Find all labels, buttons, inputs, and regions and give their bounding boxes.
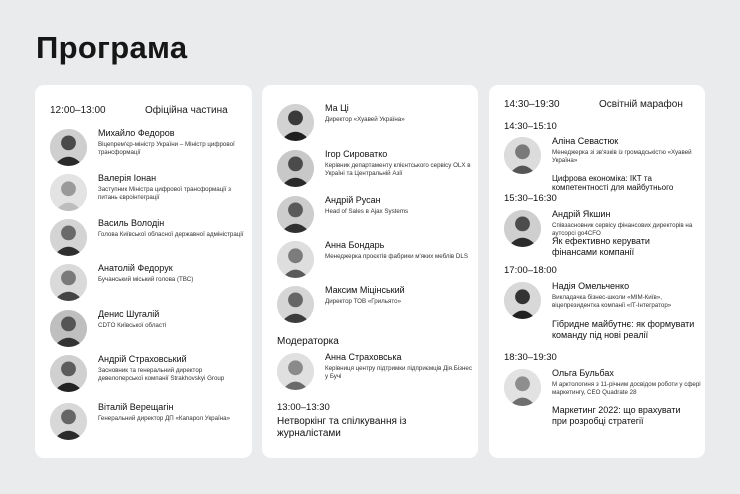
speaker-photo	[504, 282, 541, 319]
speaker-card	[504, 281, 700, 321]
speaker-name: Михайло Федоров	[98, 128, 175, 138]
speaker-name: Віталій Верещагін	[98, 402, 174, 412]
section-time: 14:30–19:30	[504, 99, 560, 110]
speaker-role: Менеджерка проєктів фабрики м'яких меблів DLS	[325, 253, 468, 260]
speaker-card	[50, 128, 246, 168]
speaker-role: Менеджерка зі зв'язків із громадськістю «Хуавей Україна»	[552, 149, 692, 164]
speaker-photo	[277, 286, 314, 323]
moderator-name: Анна Страховська	[325, 352, 402, 362]
moderator-card	[277, 352, 473, 392]
speaker-role: Директор ТОВ «Грильято»	[325, 298, 402, 305]
speaker-photo	[277, 104, 314, 141]
speaker-name: Андрій Якшин	[552, 209, 611, 219]
speaker-photo	[50, 219, 87, 256]
speaker-role: Голова Київської обласної державної адміністрації	[98, 231, 244, 238]
speaker-name: Андрій Русан	[325, 195, 381, 205]
moderator-role: Керівниця центру підтримки підприємців Дія.Бізнес у Бучі	[325, 365, 472, 380]
speaker-photo	[50, 310, 87, 347]
talk-topic: Маркетинг 2022: що врахувати при розробці стратегії	[552, 405, 681, 426]
speaker-role: Засновник та генеральний директор девелоперської компанії Strakhovskyi Group	[98, 367, 225, 382]
speaker-name: Максим Міцінський	[325, 285, 405, 295]
speaker-name: Надія Омельченко	[552, 281, 630, 291]
speaker-role: Бучанський міський голова (ТВС)	[98, 276, 194, 283]
speaker-card	[50, 402, 246, 442]
slot-time: 15:30–16:30	[504, 193, 557, 204]
speaker-name: Аліна Севастюк	[552, 136, 619, 146]
networking-text: Нетворкінг та спілкування із журналістами	[277, 416, 407, 439]
speaker-photo	[50, 403, 87, 440]
speaker-photo	[50, 129, 87, 166]
slot-time: 14:30–15:10	[504, 121, 557, 132]
speaker-role: Заступник Міністра цифрової трансформації з питань євроінтеграції	[98, 186, 231, 201]
education-marathon-card	[489, 85, 705, 458]
speaker-role: М арктологиня з 11-річним досвідом роботи у сфері маркетингу, CEO Quadrate 28	[552, 381, 701, 396]
moderator-photo	[277, 353, 314, 390]
speaker-photo	[504, 210, 541, 247]
talk-topic: Як ефективно керувати фінансами компанії	[552, 236, 650, 257]
speaker-card	[277, 149, 473, 189]
moderator-heading: Модераторка	[277, 336, 339, 347]
speaker-photo	[504, 137, 541, 174]
speaker-card	[277, 240, 473, 280]
speaker-role: Директор «Хуавей Україна»	[325, 116, 405, 123]
speaker-name: Валерія Іонан	[98, 173, 157, 183]
talk-topic: Гібридне майбутнє: як формувати команду під нові реалії	[552, 319, 695, 340]
speaker-card	[277, 195, 473, 235]
speaker-photo	[277, 196, 314, 233]
speaker-photo	[277, 150, 314, 187]
speaker-photo	[504, 369, 541, 406]
speaker-name: Денис Шугалій	[98, 309, 160, 319]
speaker-name: Анатолій Федорук	[98, 263, 173, 273]
speaker-card	[277, 285, 473, 325]
speaker-card	[50, 173, 246, 213]
speaker-card	[50, 263, 246, 303]
speaker-role: Викладачка бізнес-школи «МІМ-Київ», віцепрезидентка компанії «ІТ-Інтегратор»	[552, 294, 672, 309]
official-part-card	[35, 85, 252, 458]
speaker-card	[50, 218, 246, 258]
talk-topic: Цифрова економіка: ІКТ та компетентності для майбутнього	[552, 174, 674, 192]
partners-card	[262, 85, 478, 458]
slot-time: 17:00–18:00	[504, 265, 557, 276]
speaker-name: Ма Ці	[325, 103, 349, 113]
speaker-name: Василь Володін	[98, 218, 165, 228]
speaker-name: Ольга Бульбах	[552, 368, 614, 378]
section-time: 12:00–13:00	[50, 105, 106, 116]
slot-time: 18:30–19:30	[504, 352, 557, 363]
section-label: Офіційна частина	[145, 105, 228, 116]
section-label: Освітній марафон	[599, 99, 683, 110]
speaker-card	[50, 354, 246, 394]
speaker-card	[504, 368, 700, 408]
speaker-role: Керівник департаменту клієнтського сервісу OLX в Україні та Центральній Азії	[325, 162, 471, 177]
speaker-card	[504, 136, 700, 176]
speaker-photo	[50, 174, 87, 211]
speaker-role: Генеральний директор ДП «Капарол Україна»	[98, 415, 231, 422]
speaker-role: Head of Sales в Ajax Systems	[325, 208, 409, 215]
speaker-photo	[50, 264, 87, 301]
speaker-role: Співзасновник сервісу фінансових директорів на аутсорсі go4CFO	[552, 222, 693, 237]
page-title: Програма	[36, 30, 188, 65]
networking-time: 13:00–13:30	[277, 402, 330, 413]
speaker-photo	[50, 355, 87, 392]
speaker-name: Ігор Сироватко	[325, 149, 388, 159]
speaker-card	[50, 309, 246, 349]
speaker-card	[277, 103, 473, 143]
speaker-photo	[277, 241, 314, 278]
speaker-role: CDTO Київської області	[98, 322, 167, 329]
speaker-name: Андрій Страховський	[98, 354, 187, 364]
speaker-role: Віцепрем'єр-міністр України – Міністр цифрової трансформації	[98, 141, 235, 156]
speaker-name: Анна Бондарь	[325, 240, 385, 250]
